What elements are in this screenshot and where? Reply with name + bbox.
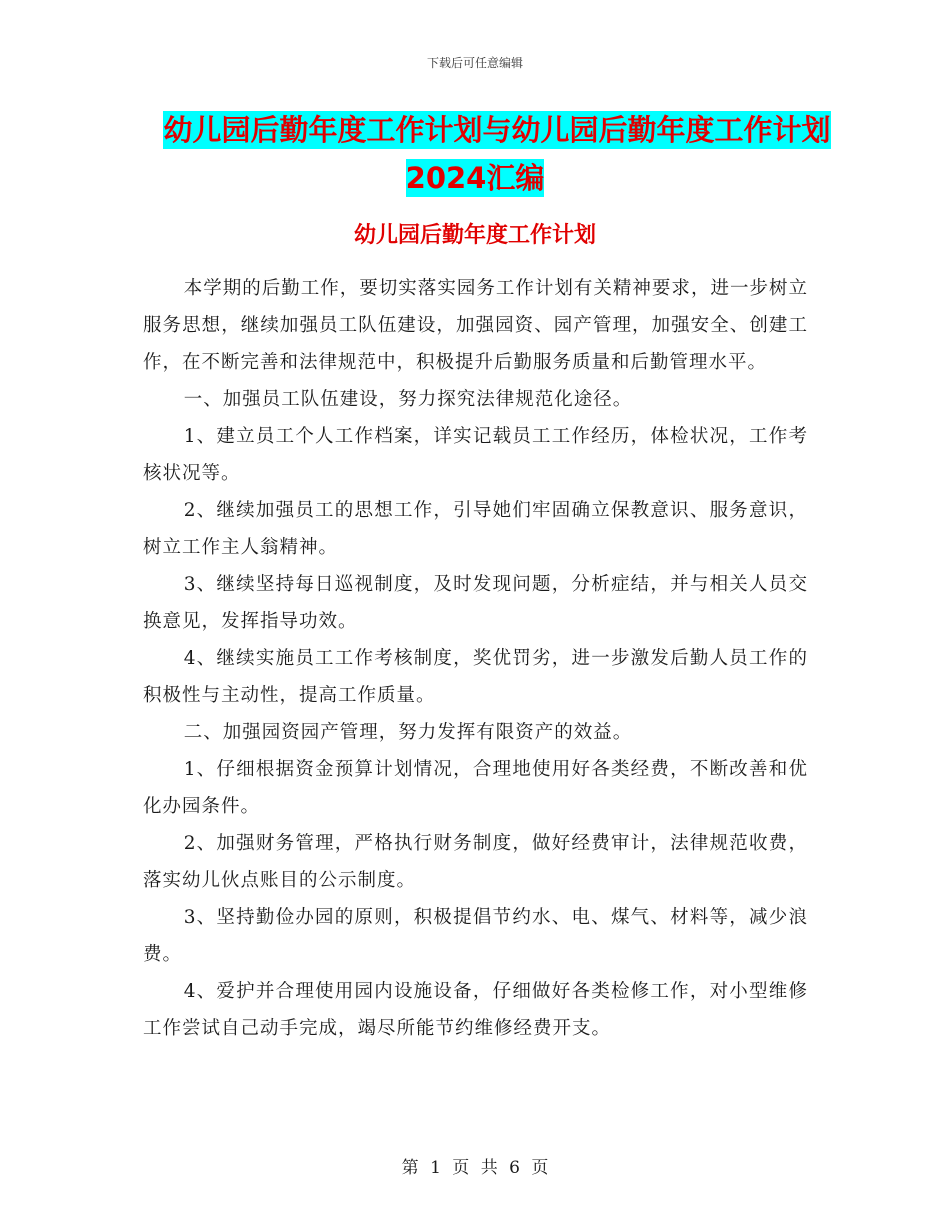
title-line-2: 2024汇编 — [405, 161, 545, 195]
paragraph: 1、仔细根据资金预算计划情况，合理地使用好各类经费，不断改善和优化办园条件。 — [143, 759, 808, 817]
title-line-1: 幼儿园后勤年度工作计划与幼儿园后勤年度工作计划 — [163, 113, 831, 147]
document-title — [0, 106, 950, 202]
body-text — [143, 270, 808, 1047]
paragraph: 1、建立员工个人工作档案，详实记载员工工作经历，体检状况，工作考核状况等。 — [143, 426, 808, 484]
paragraph: 4、继续实施员工工作考核制度，奖优罚劣，进一步激发后勤人员工作的积极性与主动性，提高工作质量。 — [143, 648, 808, 706]
paragraph: 二、加强园资园产管理，努力发挥有限资产的效益。 — [183, 722, 633, 743]
paragraph: 一、加强员工队伍建设，努力探究法律规范化途径。 — [183, 389, 633, 410]
page-footer: 第 1 页 共 6 页 — [401, 1158, 549, 1178]
paragraph: 4、爱护并合理使用园内设施设备，仔细做好各类检修工作，对小型维修工作尝试自己动手完成，竭尽所能节约维修经费开支。 — [143, 981, 808, 1039]
paragraph: 3、坚持勤俭办园的原则，积极提倡节约水、电、煤气、材料等，减少浪费。 — [143, 907, 808, 965]
section-title: 幼儿园后勤年度工作计划 — [353, 223, 596, 248]
paragraph: 2、继续加强员工的思想工作，引导她们牢固确立保教意识、服务意识，树立工作主人翁精神。 — [143, 500, 808, 558]
header-note: 下载后可任意编辑 — [426, 56, 523, 70]
paragraph: 3、继续坚持每日巡视制度，及时发现问题，分析症结，并与相关人员交换意见，发挥指导功效。 — [143, 574, 808, 632]
paragraph: 本学期的后勤工作，要切实落实园务工作计划有关精神要求，进一步树立服务思想，继续加强员工队伍建设，加强园资、园产管理，加强安全、创建工作，在不断完善和法律规范中，积极提升后勤服务质量和后勤管理水平。 — [143, 278, 808, 373]
paragraph: 2、加强财务管理，严格执行财务制度，做好经费审计，法律规范收费，落实幼儿伙点账目的公示制度。 — [143, 833, 808, 891]
